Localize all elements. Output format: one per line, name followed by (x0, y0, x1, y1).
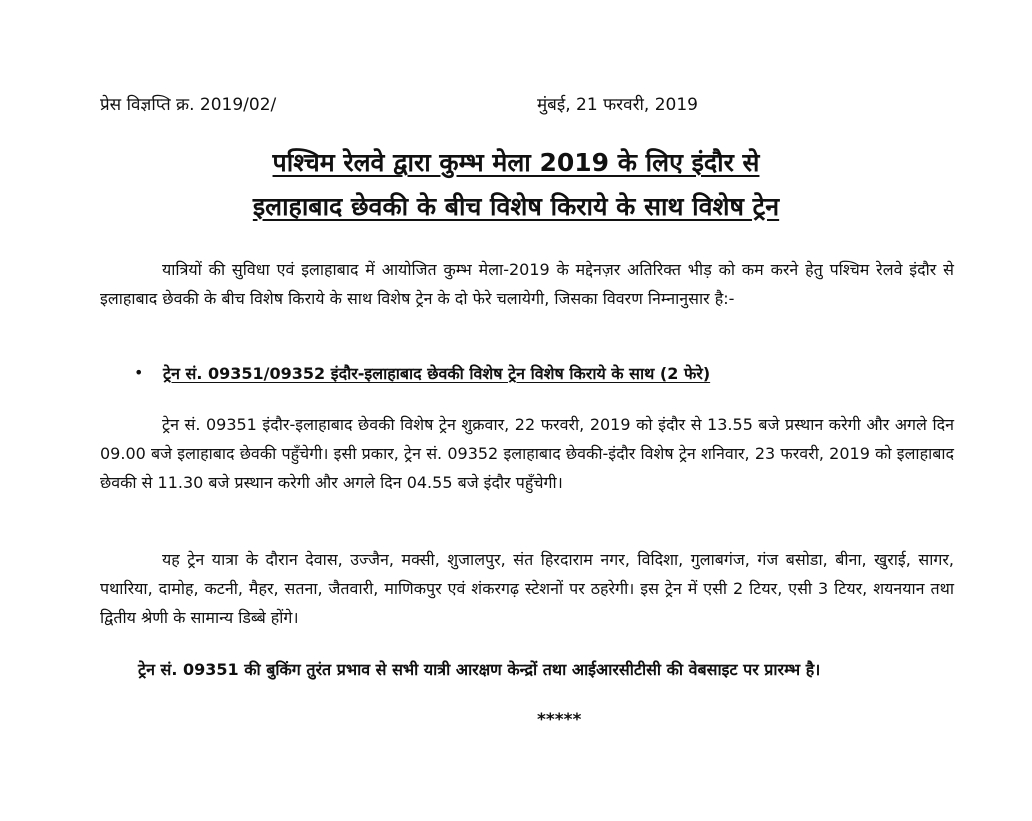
end-mark: ***** (537, 710, 582, 730)
intro-paragraph: यात्रियों की सुविधा एवं इलाहाबाद में आयोजित कुम्भ मेला-2019 के मद्देनज़र अतिरिक्त भीड़ को कम करने हेतु पश्चिम रेलवे इंदौर से इलाहाबाद छेवकी के बीच विशेष किराये के साथ विशेष ट्रेन के दो फेरे चलायेगी, जिसका विवरण निम्नानुसार है:- (100, 260, 954, 308)
title-line-1: पश्चिम रेलवे द्वारा कुम्भ मेला 2019 के लिए इंदौर से (272, 148, 760, 177)
stops-paragraph: यह ट्रेन यात्रा के दौरान देवास, उज्जैन, मक्सी, शुजालपुर, संत हिरदाराम नगर, विदिशा, गुलाबगंज, गंज बसोडा, बीना, खुराई, सागर, पथारिया, दामोह, कटनी, मैहर, सतना, जैतवारी, माणिकपुर एवं शंकरगढ़ स्टेशनों पर ठहरेगी। इस ट्रेन में एसी 2 टियर, एसी 3 टियर, शयनयान तथा द्वितीय श्रेणी के सामान्य डिब्बे होंगे। (100, 550, 954, 627)
place-and-date: मुंबई, 21 फरवरी, 2019 (537, 95, 699, 115)
bullet-icon: • (134, 363, 144, 382)
press-release-number: प्रेस विज्ञप्ति क्र. 2019/02/ (100, 95, 277, 115)
booking-paragraph: ट्रेन सं. 09351 की बुकिंग तुरंत प्रभाव से सभी यात्री आरक्षण केन्द्रों तथा आईआरसीटीसी की वेबसाइट पर प्रारम्भ है। (138, 660, 821, 679)
title-line-2: इलाहाबाद छेवकी के बीच विशेष किराये के साथ विशेष ट्रेन (252, 192, 780, 221)
train-heading: ट्रेन सं. 09351/09352 इंदौर-इलाहाबाद छेवकी विशेष ट्रेन विशेष किराये के साथ (2 फेरे) (163, 364, 711, 383)
train-details-paragraph: ट्रेन सं. 09351 इंदौर-इलाहाबाद छेवकी विशेष ट्रेन शुक्रवार, 22 फरवरी, 2019 को इंदौर से 13.55 बजे प्रस्थान करेगी और अगले दिन 09.00 बजे इलाहाबाद छेवकी पहुँचेगी। इसी प्रकार, ट्रेन सं. 09352 इलाहाबाद छेवकी-इंदौर विशेष ट्रेन शनिवार, 23 फरवरी, 2019 को इलाहाबाद छेवकी से 11.30 बजे प्रस्थान करेगी और अगले दिन 04.55 बजे इंदौर पहुँचेगी। (100, 415, 954, 492)
